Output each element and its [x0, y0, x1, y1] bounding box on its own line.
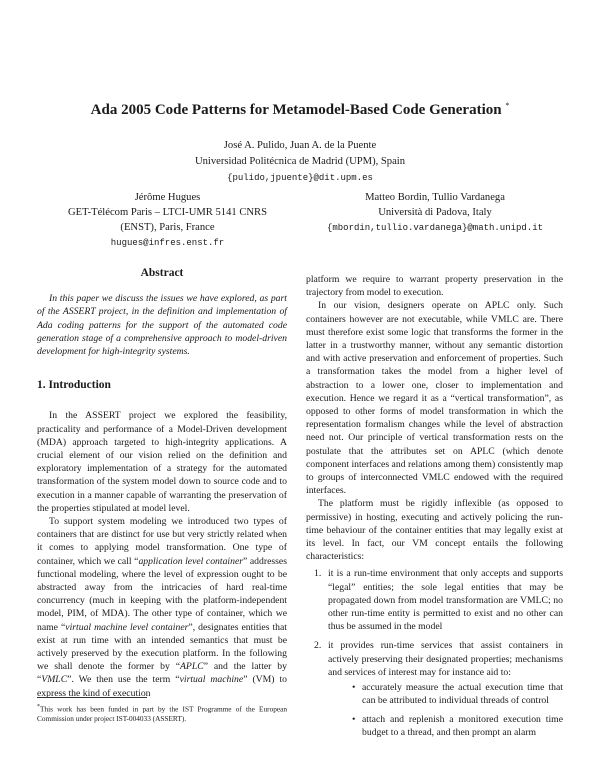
- term-aplc: APLC: [180, 661, 204, 673]
- abstract-body: [37, 292, 287, 358]
- right-paragraph-1: In our vision, designers operate on APLC only. Such containers however are not executable, while VMLC are. There must therefore exist some logic that transforms the former in the latter in a trustworthy manner, without any semantic distortion and with active preservation and enforcement of properties. Such a transformation takes the model from a higher level of abstraction to a lower one, closer to implementation and execution. Hence we regard it as a “vertical transformation”, as opposed to other forms of model transformation in which the representation formalism changes while the level of abstraction need not. Our principle of vertical transformation rests on the postulate that the attributes set on APLC (which denote component interfaces and relations among them) consistently map to groups of interconnected VMLC endowed with the required interfaces.: [306, 300, 563, 497]
- term-virtual-machine: virtual machine: [179, 674, 244, 686]
- bullet-icon: •: [352, 713, 356, 725]
- affiliation-padova: Università di Padova, Italy: [378, 207, 492, 218]
- bullet-item: • attach and replenish a monitored execution time budget to a thread, and then prompt an alarm: [352, 713, 563, 738]
- bullet-item: • accurately measure the actual execution time that can be attributed to individual threads of control: [352, 682, 563, 707]
- authors-padova: Matteo Bordin, Tullio Vardanega: [365, 192, 505, 203]
- affiliation-upm: Universidad Politécnica de Madrid (UPM), Spain: [194, 156, 406, 167]
- list-item: 1. it is a run-time environment that only accepts and supports “legal” entities; the sole legal entities that may be propagated down from model transformation are VMLC; no other run-time entity is permitted to exist and no other can thus be assumed in the model: [314, 568, 563, 633]
- author-enst: Jérôme Hugues: [134, 192, 201, 203]
- abstract-text: In this paper we discuss the issues we have explored, as part of the ASSERT project, in the definition and implementation of Ada coding patterns for the support of the automated code generation stage of a comprehensive approach to model-driven development for high-integrity systems.: [37, 293, 287, 358]
- affiliation-enst-1: GET-Télécom Paris – LTCI-UMR 5141 CNRS: [67, 207, 268, 218]
- right-paragraph-0: platform we require to warrant property preservation in the trajectory from model to execution.: [306, 274, 563, 299]
- term-virtual-machine-level-container: virtual machine level container: [65, 621, 189, 633]
- paper-title: Ada 2005 Code Patterns for Metamodel-Based Code Generation *: [90, 101, 510, 118]
- email-enst: hugues@infres.enst.fr: [110, 238, 225, 248]
- list-item: 2. it provides run-time services that assist containers in actively preserving their designated properties; mechanisms and services of interest may for instance aid to: • accurately measure the actual execution time that can be attributed to individual threads of control • attach and replenish a monitored execution time budget to a thread, and then prompt an alarm: [314, 640, 563, 738]
- services-bullet-list: [328, 681, 563, 739]
- footnote: [37, 703, 287, 723]
- intro-paragraph-1: In the ASSERT project we explored the feasibility, practicality and performance of a Model-Driven development (MDA) approach targeted to high-integrity applications. A crucial element of our vision relied on the definition and exploratory implementation of a strategy for the automated transformation of the system model down to source code and to execution in a manner capable of warranting the preservation of the properties stipulated at model level.: [37, 410, 287, 514]
- email-upm: {pulido,jpuente}@dit.upm.es: [227, 173, 373, 183]
- term-vmlc: VMLC: [41, 674, 68, 686]
- footnote-rule: [37, 697, 147, 698]
- bullet-icon: •: [352, 682, 356, 694]
- section-heading-introduction: 1. Introduction: [37, 379, 111, 392]
- term-application-level-container: application level container: [138, 555, 244, 567]
- right-column: [306, 273, 563, 745]
- intro-paragraph-2: To support system modeling we introduced two types of containers that are distinct for use but very strictly related when it comes to applying model transformation. One type of container, which we call “application level container” addresses functional modeling, where the level of expression ought to be abstracted away from the intricacies of hard real-time concurrency (much in keeping with the platform-independent model, PIM, of MDA). The other type of container, which we name “virtual machine level container”, designates entities that exist at run time with an intended semantics that must be actively preserved by the execution platform. In the following we shall denote the former by “APLC” and the latter by “VMLC”. We then use the term “virtual machine” (VM) to express the kind of execution: [37, 516, 287, 699]
- title-footnote-mark: *: [505, 101, 510, 110]
- left-column: [37, 267, 287, 700]
- affiliation-enst-2: (ENST), Paris, France: [120, 222, 215, 233]
- email-padova: {mbordin,tullio.vardanega}@math.unipd.it: [326, 223, 544, 233]
- abstract-heading: Abstract: [140, 267, 184, 279]
- right-paragraph-2: The platform must be rigidly inflexible (as opposed to permissive) in hosting, executing and actively policing the run-time behaviour of the container entities that may legally exist at its level. In fact, our VM concept entails the following characteristics:: [306, 498, 563, 563]
- footnote-mark: *: [37, 704, 41, 710]
- authors-upm: José A. Pulido, Juan A. de la Puente: [223, 140, 377, 151]
- characteristics-list: [306, 567, 563, 738]
- footnote-text: This work has been funded in part by the IST Programme of the European Commission under project IST-004033 (ASSERT).: [37, 704, 287, 723]
